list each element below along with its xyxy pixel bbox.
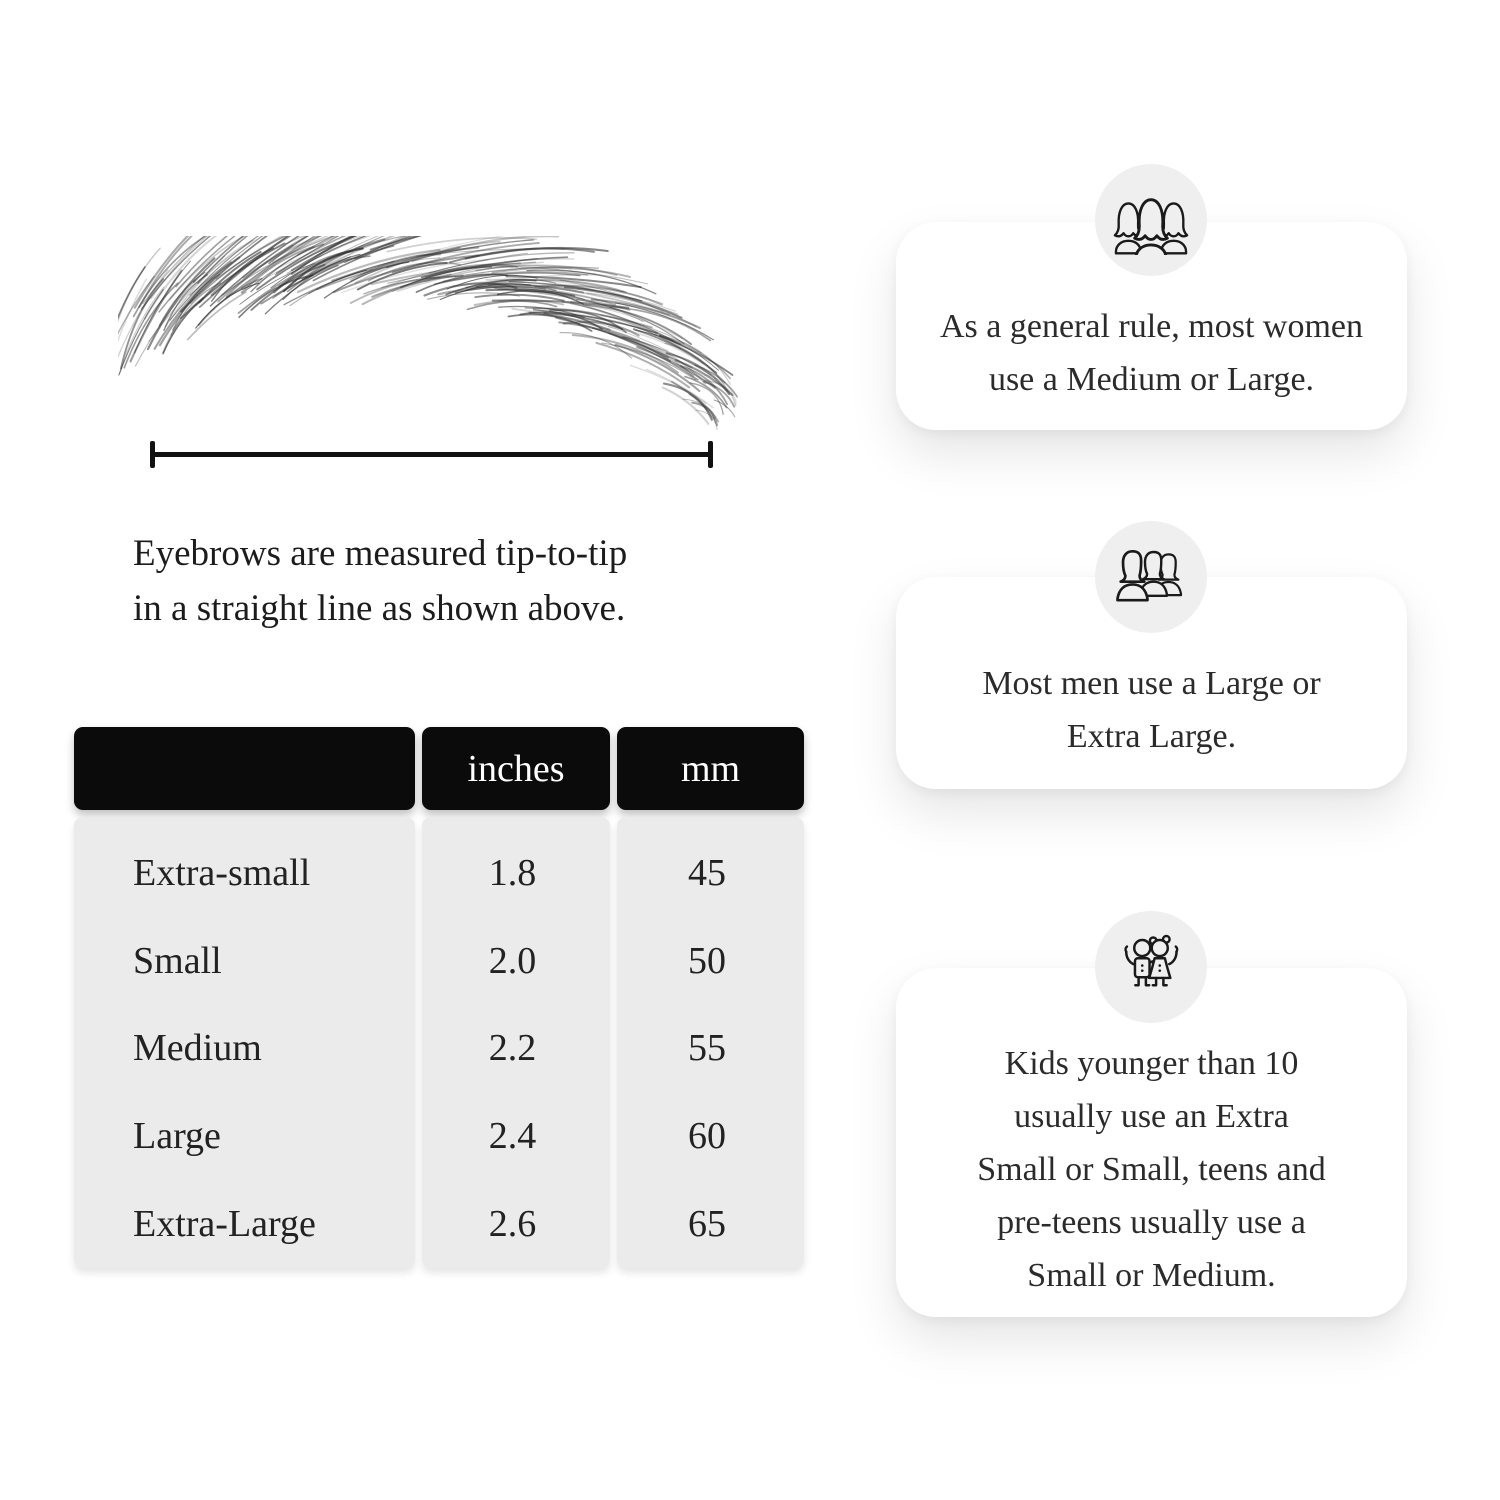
card-text-line: Most men use a Large or	[982, 665, 1321, 702]
men-group-icon	[1113, 542, 1189, 612]
size-table-header	[74, 727, 809, 810]
table-rows	[74, 829, 809, 1268]
table-row	[74, 1202, 809, 1246]
women-icon-circle	[1095, 164, 1207, 276]
table-row	[74, 939, 809, 983]
measurement-caption	[133, 526, 627, 636]
mm-cell: 65	[688, 1203, 726, 1246]
size-table-body	[74, 817, 809, 1268]
inches-cell: 2.4	[488, 1115, 537, 1158]
inches-cell: 2.0	[488, 939, 537, 982]
card-text-line: Extra Large.	[1066, 718, 1237, 755]
card-text-line: use a Medium or Large.	[988, 361, 1315, 398]
men-icon-circle	[1095, 521, 1207, 633]
inches-cell: 2.6	[488, 1203, 537, 1246]
measurement-line	[150, 452, 713, 457]
size-table	[74, 727, 809, 1268]
measurement-tick-right	[708, 441, 713, 468]
card-text-line: usually use an Extra	[1014, 1098, 1289, 1135]
caption-line: Eyebrows are measured tip-to-tip	[133, 533, 628, 574]
measurement-tick-left	[150, 441, 155, 468]
inches-cell: 2.2	[488, 1027, 537, 1070]
size-label-cell: Extra-small	[133, 851, 311, 894]
mm-cell: 60	[688, 1115, 726, 1158]
header-cell-size	[74, 727, 415, 810]
table-row	[74, 851, 809, 895]
size-label-cell: Extra-Large	[133, 1203, 316, 1246]
card-text-line: Small or Small, teens and	[977, 1151, 1326, 1188]
inches-cell: 1.8	[488, 851, 537, 894]
card-text-line: As a general rule, most women	[940, 308, 1363, 345]
kids-icon-circle	[1095, 911, 1207, 1023]
table-row	[74, 1026, 809, 1070]
card-text-line: pre-teens usually use a	[997, 1204, 1306, 1241]
size-label-cell: Large	[133, 1115, 221, 1158]
size-label-cell: Medium	[133, 1027, 262, 1070]
caption-line: in a straight line as shown above.	[133, 588, 626, 629]
mm-cell: 45	[688, 851, 726, 894]
card-text-line: Small or Medium.	[1027, 1257, 1276, 1294]
women-group-icon	[1113, 185, 1189, 255]
card-text-line: Kids younger than 10	[1004, 1045, 1299, 1082]
header-cell-inches: inches	[422, 727, 610, 810]
size-label-cell: Small	[133, 939, 222, 982]
header-cell-mm: mm	[617, 727, 804, 810]
eyebrow-illustration	[118, 236, 743, 438]
mm-cell: 50	[688, 939, 726, 982]
mm-cell: 55	[688, 1027, 726, 1070]
table-row	[74, 1114, 809, 1158]
kids-icon	[1113, 932, 1189, 1002]
